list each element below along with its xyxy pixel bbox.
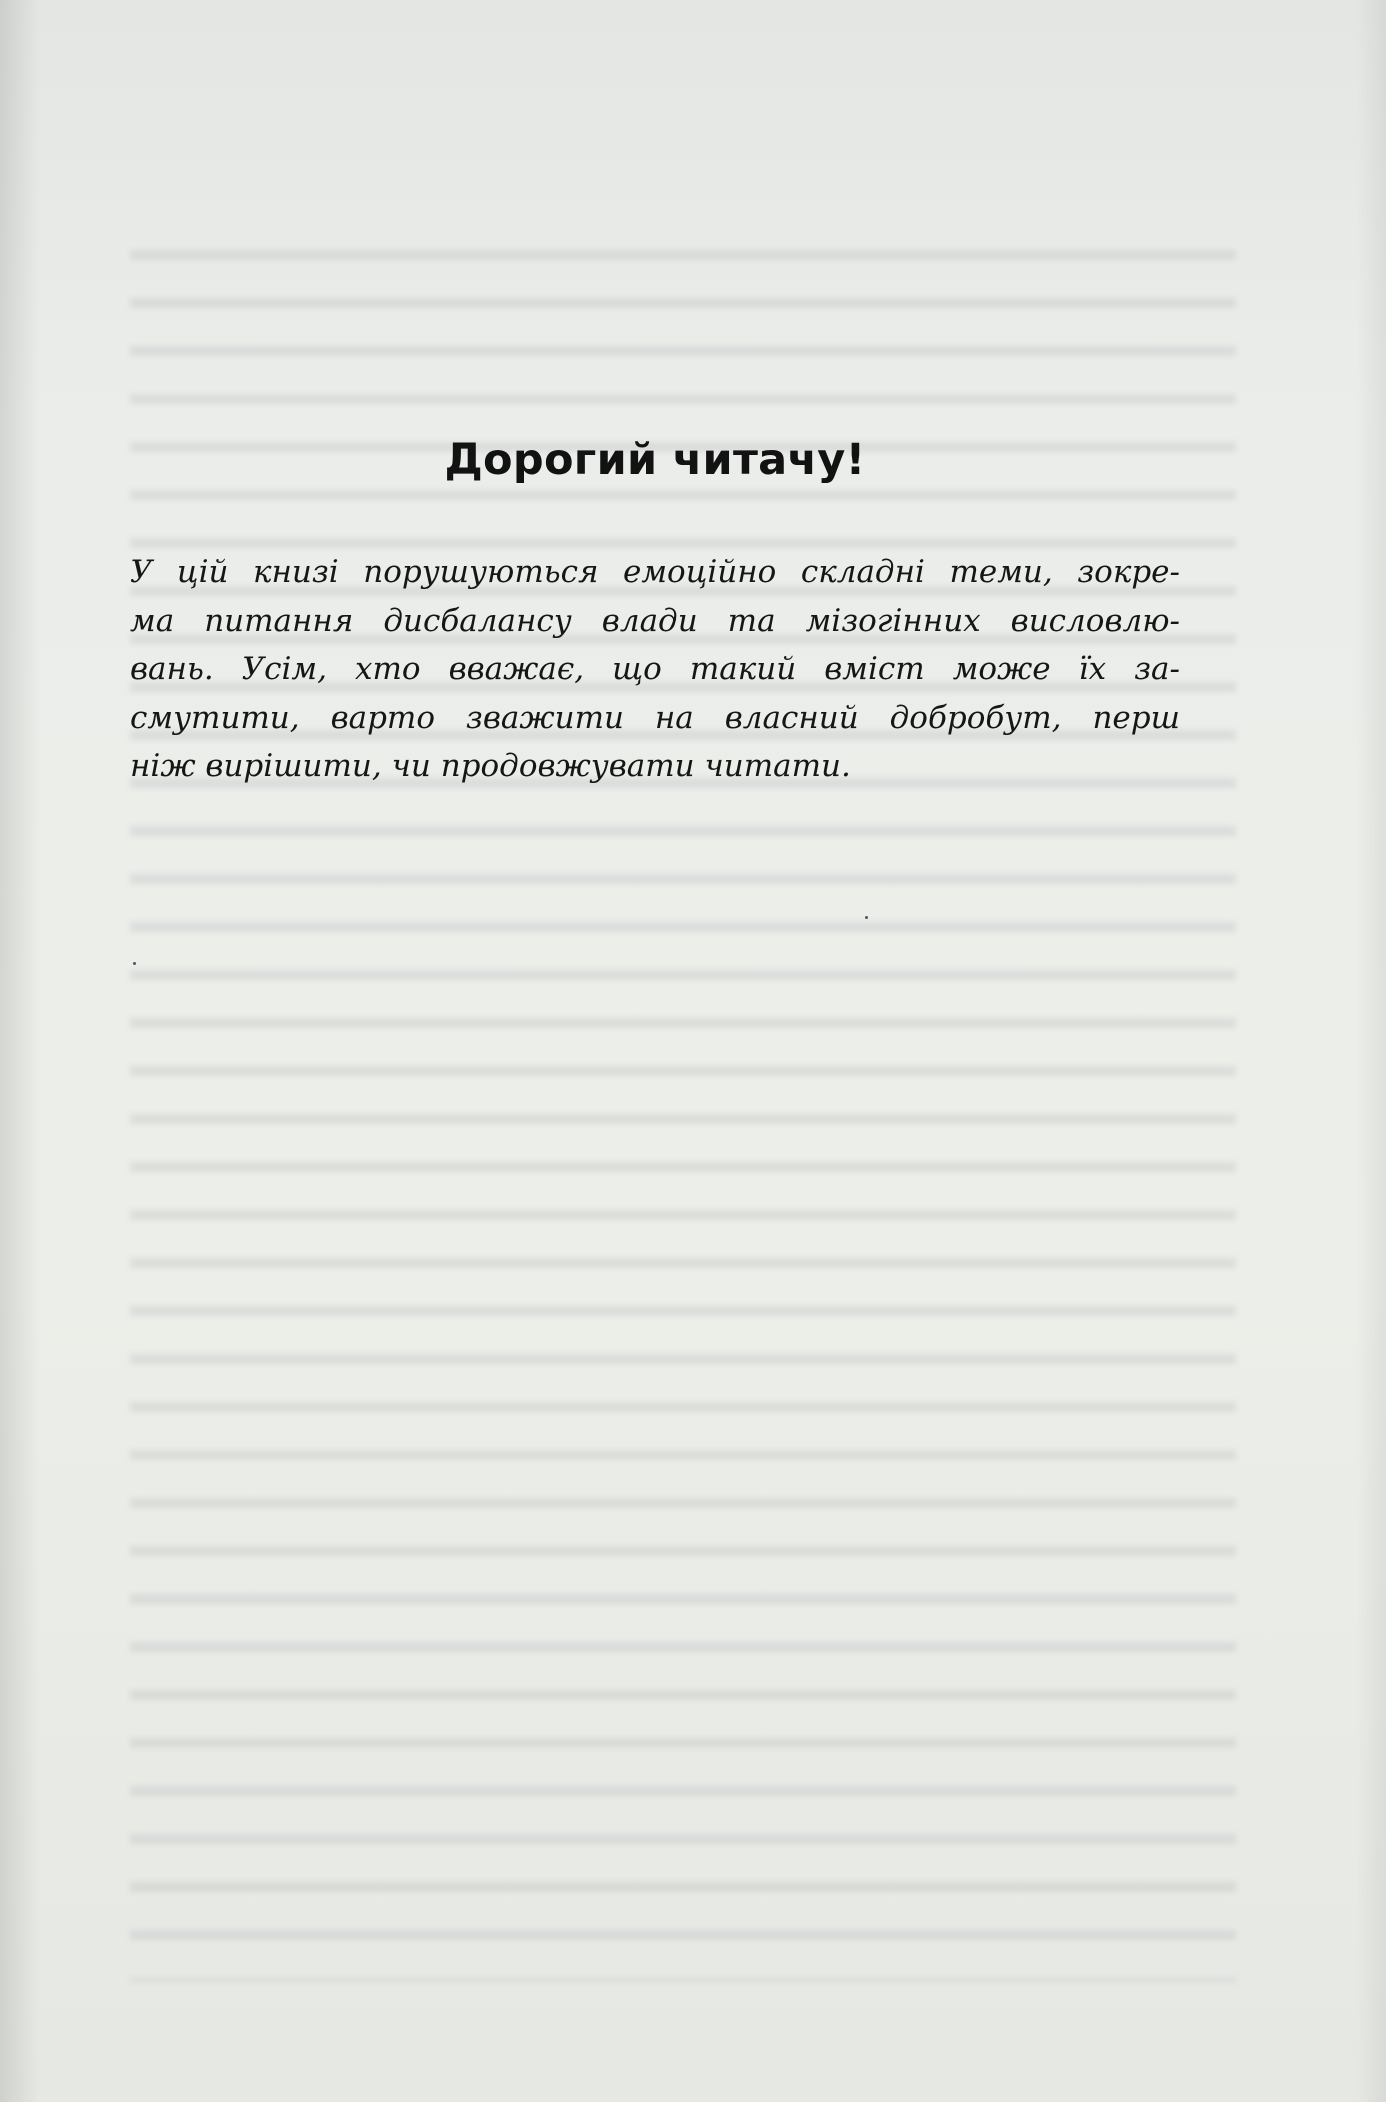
- notice-line: ніж вирішити, чи продовжувати читати.: [130, 748, 851, 785]
- notice-line: смутити, варто зважити на власний добробут, перш: [130, 699, 1180, 736]
- paper-speck: [865, 916, 868, 919]
- notice-line: вань. Усім, хто вважає, що такий вміст може їх за-: [130, 651, 1180, 688]
- notice-line: ма питання дисбалансу влади та мізогінних висловлю-: [130, 602, 1180, 639]
- notice-paragraph: [130, 548, 1180, 791]
- notice-line: У цій книзі порушуються емоційно складні теми, зокре-: [130, 554, 1180, 590]
- reader-notice: [130, 430, 1180, 791]
- paper-speck: [133, 962, 136, 965]
- notice-title: Дорогий читачу!: [444, 435, 866, 485]
